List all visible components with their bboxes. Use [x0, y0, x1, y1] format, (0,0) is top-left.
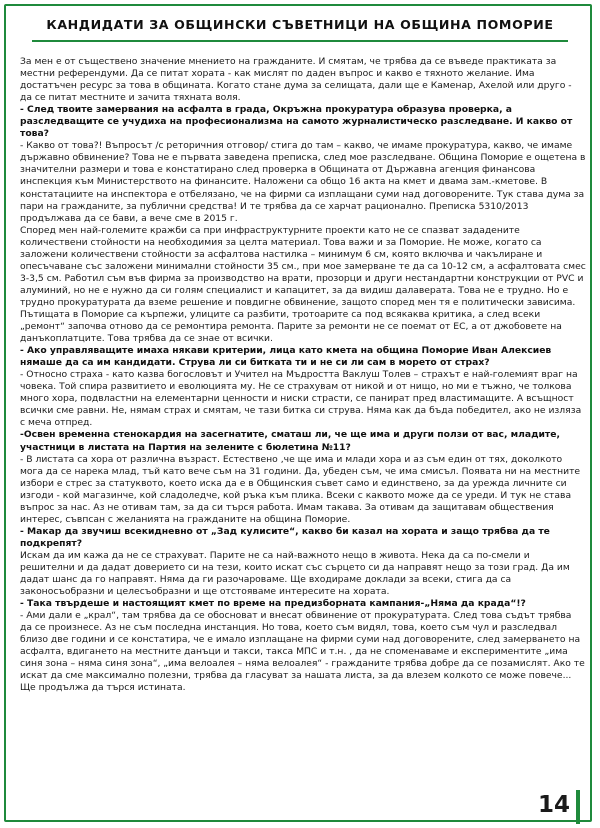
article-body	[20, 56, 586, 694]
interview-question: - След твоите замервания на асфалта в града, Окръжна прокуратура образува проверка, а разследващите се учудиха на професионализма на самото журналистическо разследване. И какво от това?	[20, 104, 573, 140]
page-number-bar	[576, 790, 580, 824]
interview-question: - Ако управляващите имаха някави критерии, лица като кмета на община Поморие Иван Алексиев нямаше да са им кандидати. Струва ли си битката ти и не си ли сам в морето от страх?	[20, 345, 552, 369]
page-number: 14	[537, 792, 570, 818]
interview-question: - Така твърдеше и настоящият кмет по време на предизборната кампания-„Няма да крада“!?	[20, 598, 526, 610]
title-block	[10, 14, 590, 38]
interview-question: - Макар да звучиш всекидневно от „Зад кулисите“, какво би казал на хората и защо трябва да те подкрепят?	[20, 525, 550, 549]
interview-answer: Ще продължа да търся истината.	[20, 682, 186, 694]
title-underline	[32, 40, 568, 42]
interview-answer: - В листата са хора от различна възраст. Естествено ,че ще има и млади хора и аз съм един от тях, доколкото мога да се нарека млад, тъй като вече съм на 31 години. Да, убеден съм, че има смисъл. Появата ни на местните избори е стрес за статуквото, което иска да е в Общинския съвет само и единствено, за да урежда личните си изгоди - кой магазинче, кой сладоледче, кой ръка към плика. Всеки с каквото може да се уреди. И тук не става въпрос за нас. Аз не отивам там, за да си търся работа. Имам такава. За отивам да защитавам обществения интерес, съвпсан с желанията на гражданите на община Поморие.	[20, 453, 581, 525]
interview-answer: За мен е от съществено значение мнението на гражданите. И смятам, че трябва да се въведе практиката за местни референдуми. Да се питат хората - как мислят по даден въпрос и какво е тяхното желание. Има достатъчен ресурс за това в общината. Когато стане дума за селищата, дали ще е Каменар, Ахелой или друго - да се питат местните и зачита тяхната воля.	[20, 56, 572, 104]
interview-answer: - Ами дали е „крал“, там трябва да се обоснoват и внесат обвинение от прокуратурата. След това съдът трябва да се произнесе. Аз не съм последна инстанция. Но това, което съм видял, това, което съм чул и разследвал близо две години и се констатира, че е имало изплащане на фирми суми над договорените, след замерването на асфалта, вдигането на местните данъци и такси, такса МПС и т.н. , да не споменаваме и експериментите „има синя зона – няма синя зона“, „има велоалея – няма велоалея“ - гражданите трябва добре да се позамислят. Ако те искат да сме максимално полезни, трябва да гласуват за нашата листа, за да влезем колкото се може повече...	[20, 610, 585, 682]
interview-answer: Според мен най-големите кражби са при инфраструктурните проекти като не се спазват зададените количествени стойности на необходимия за целта материал. Това важи и за Поморие. Не може, когато са заложени количествени стойности за асфалтова настилка – минимум 6 см, която включва и чакълиране и опесъчаване със заложени минимални стойности 35 см., при мое замерване те да са 10-12 см, а асфалтовата смес 3-3,5 см. Работил съм във фирма за производство на врати, прозорци и други нестандартни конструкции от PVC и алуминий, но не е нужно да си голям специалист и капацитет, за да видиш далаверата. Това не е трудно. Но е трудно прокуратурата да вземе решение и повдигне обвинение, защото според мен тя е политически зависима. Пътищата в Поморие са кърпежи, улиците са разбити, тротоарите са под всякаква критика, а след всеки „ремонт“ започва отново да се ремонтира ремонта. Парите за ремонти не се поемат от ЕС, а от джобовете на данъкоплатците. Това трябва да се знае от всички.	[20, 224, 586, 345]
interview-answer: - Относно страха - като казва богословът и Учител на Мъдростта Ваклуш Толев – страхът е най-големият враг на човека. Той спира развитието и еволюцията му. Не се страхувам от никой и от нищо, но ми е тъжно, че толкова много хора, подвластни на елементарни ценности и ниски страсти, се панират пред властимащите. А всъщност всички сме равни. Не, нямам страх и смятам, че тази битка си струва. Няма как да бъда победител, ако не излязa с меча отпред.	[20, 369, 582, 429]
interview-question: -Освен временна стенокардия на засегнатите, сматаш ли, че ще има и други ползи от вас, младите, участници в листата на Партия на зелените с бюлетина №11?	[20, 429, 560, 453]
interview-answer: - Какво от това?! Въпросът /с реторичния отговор/ стига до там – какво, че имаме прокуратура, какво, че имаме държавно обвинение? Това не е първата заведена преписка, след мое разследване. Община Поморие е ощетена в значителни размери и това е констатирано след проверка в Общината от Държавна агенция финансова инспекция към Министерството на финансите. Наложени са общо 16 акта на кмет и двама зам.-кметове. В констатациите на инспектора е отбелязано, че на фирми са изплащани суми над договорените. Тук става дума за пари на гражданите, за публични средства! И те трябва да се харчат рационално. Преписка 5310/2013 продължава да се бави, а вече сме в 2015 г.	[20, 140, 586, 224]
page-title: КАНДИДАТИ ЗА ОБЩИНСКИ СЪВЕТНИЦИ НА ОБЩИНА ПОМОРИЕ	[46, 17, 554, 32]
interview-answer: Искам да им кажа да не се страхуват. Парите не са най-важното нещо в живота. Нека да са по-смели и решителни и да дадат доверието си на тези, които искат със сърцето си да направят нещо за този град. Да им дадат шанс да го направят. Няма да ги разочаровамe. Ще входираме доклади за всеки, стига да са законосъобразни и целесъобразни и ще отстояваме интересите на хората.	[20, 549, 570, 598]
